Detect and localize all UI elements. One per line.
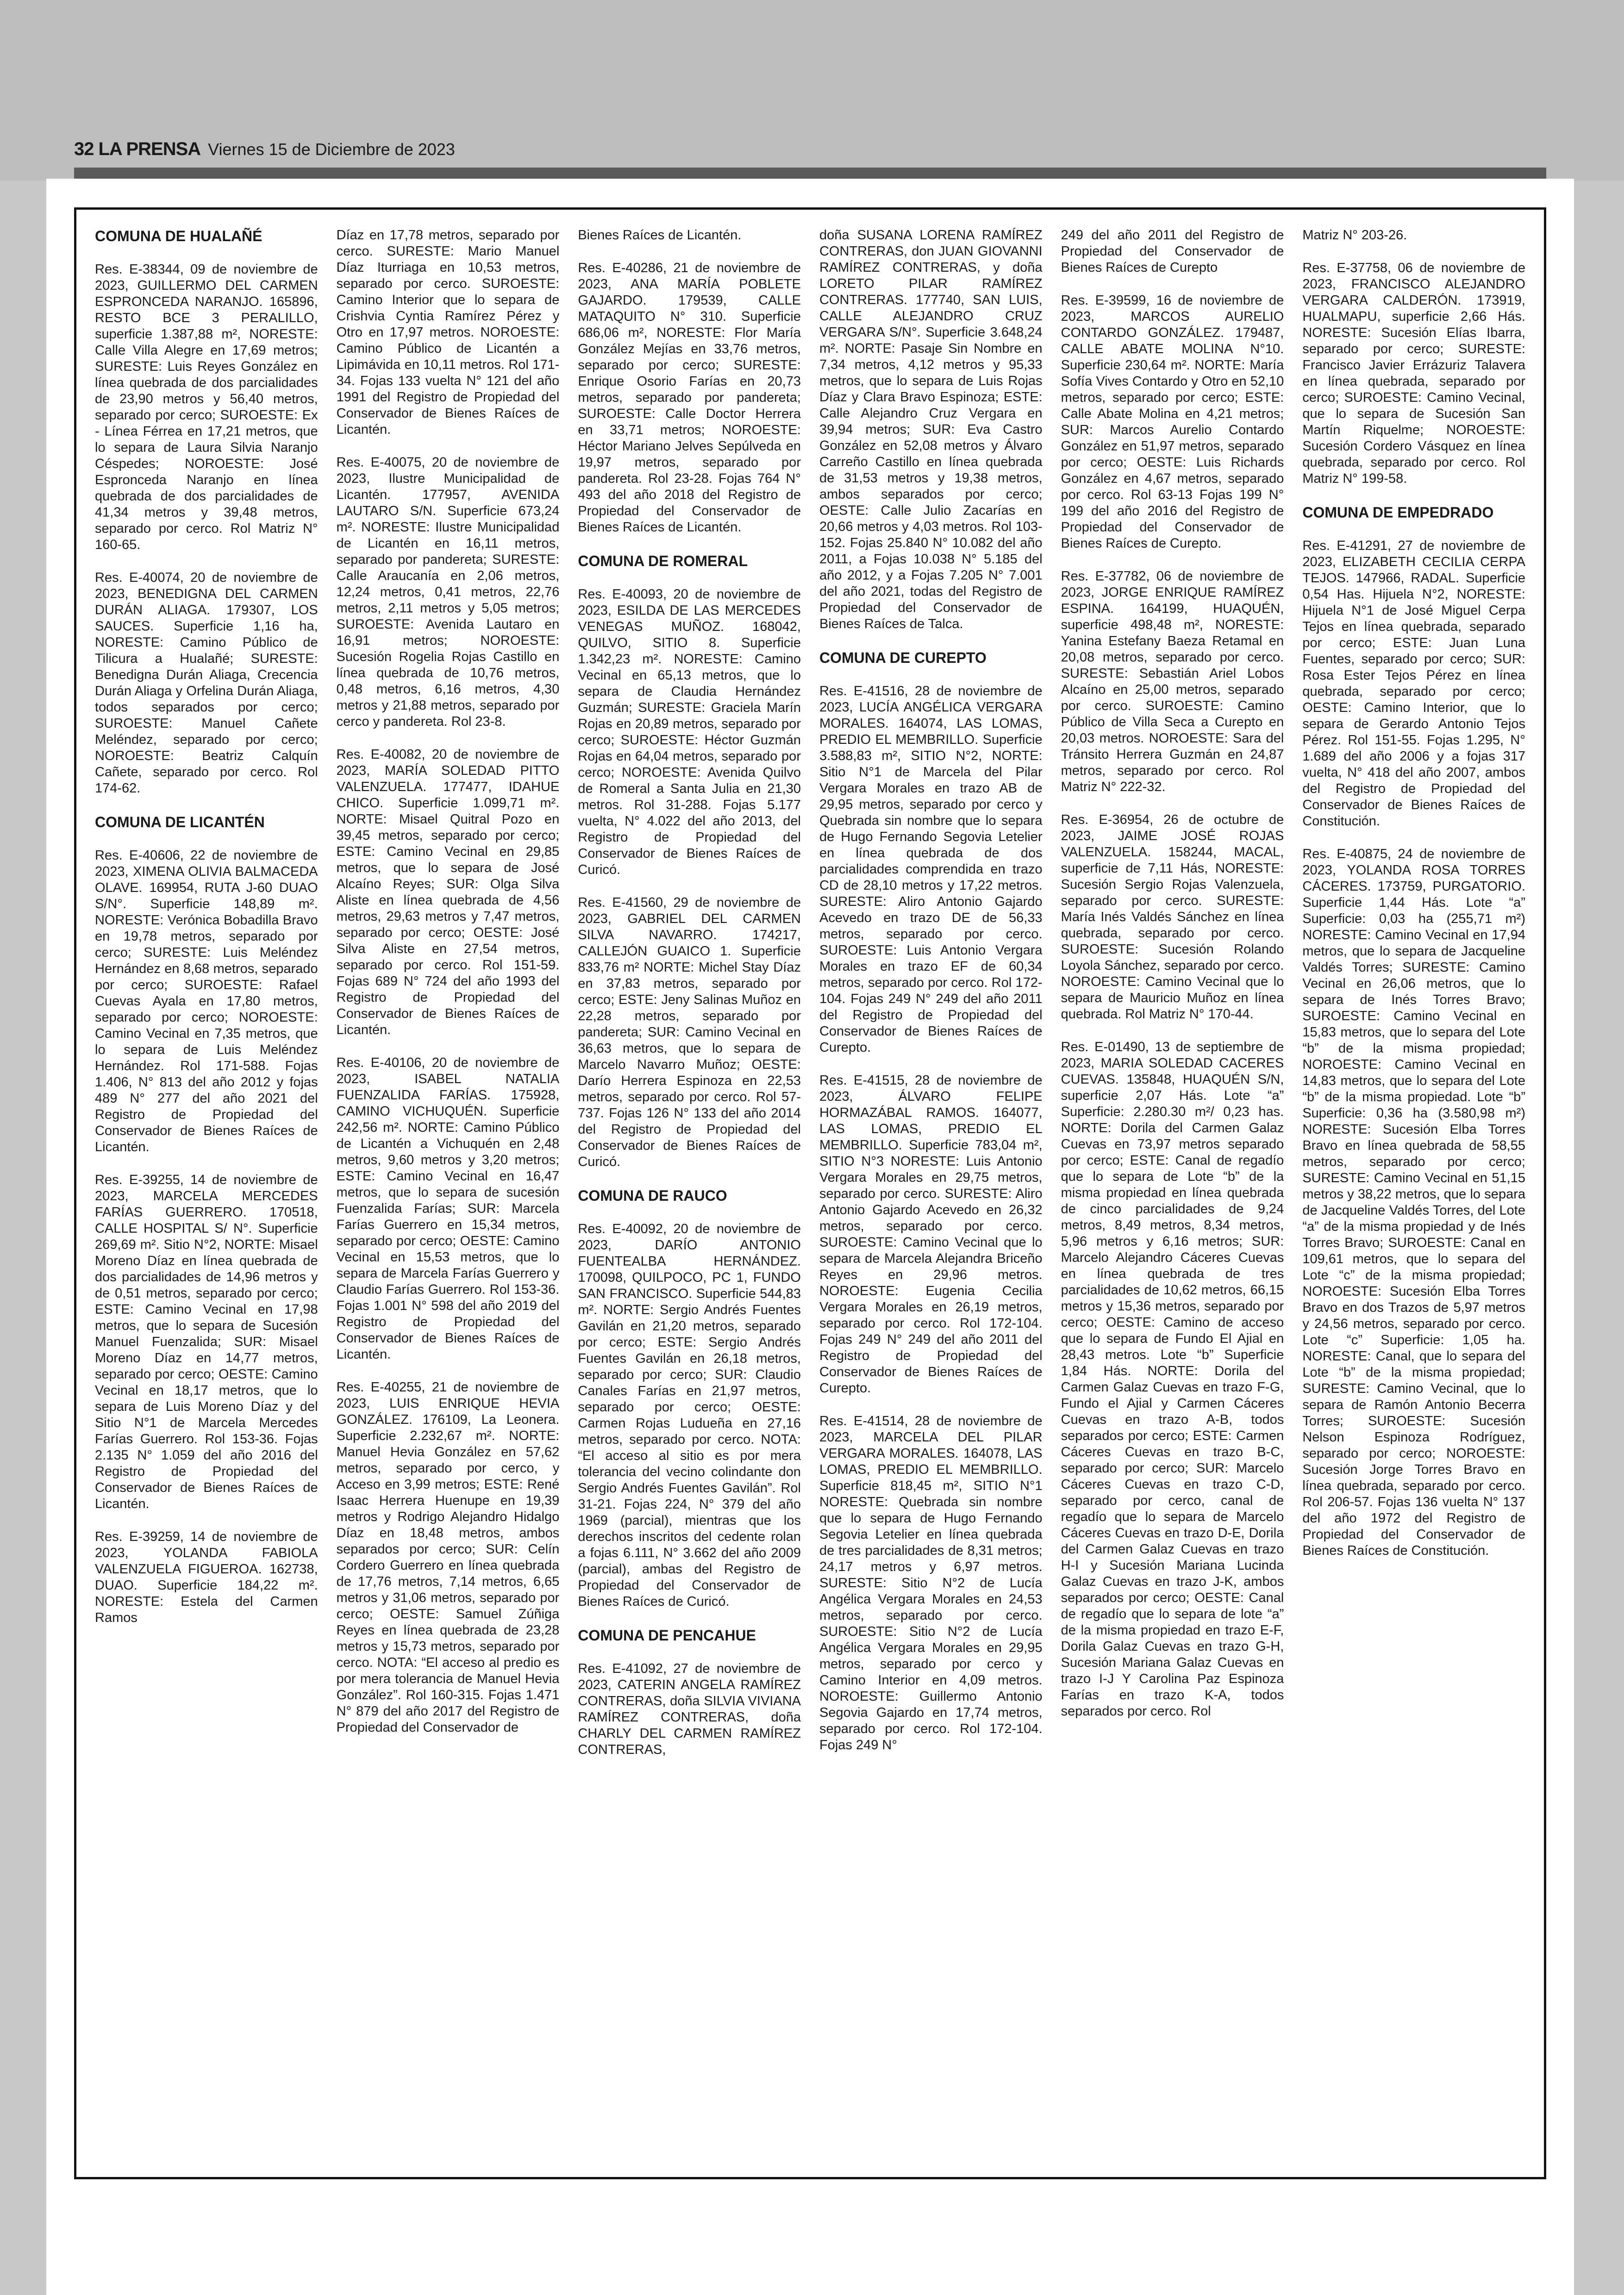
header-rule xyxy=(74,168,1546,179)
section-heading: COMUNA DE HUALAÑÉ xyxy=(95,228,262,244)
notice-paragraph: 249 del año 2011 del Registro de Propiedad del Conservador de Bienes Raíces de Curepto xyxy=(1061,228,1284,275)
notice-paragraph: Res. E-39255, 14 de noviembre de 2023, MARCELA MERCEDES FARÍAS GUERRERO. 170518, CALLE HOSPITAL S/ N°. Superficie 269,69 m². Sitio N°2, NORTE: Misael Moreno Díaz en línea quebrada de dos parcialidades de 14,96 metros y de 0,51 metros, separado por cerco; ESTE: Camino Vecinal en 17,98 metros, que lo separa de Sucesión Manuel Fuenzalida; SUR: Misael Moreno Díaz en 14,77 metros, separado por cerco; OESTE: Camino Vecinal en 18,17 metros, que lo separa de Luis Moreno Díaz y del Sitio N°1 de Marcela Mercedes Farías Guerrero. Rol 153-36. Fojas 2.135 N° 1.059 del año 2016 del Registro de Propiedad del Conservador de Bienes Raíces de Licantén. xyxy=(95,1172,318,1511)
notice-paragraph: Res. E-40875, 24 de noviembre de 2023, YOLANDA ROSA TORRES CÁCERES. 173759, PURGATORIO. Superficie 1,44 Hás. Lote “a” Superficie: 0,03 ha (255,71 m²) NORESTE: Camino Vecinal en 17,94 metros, que lo separa de Jacqueline Valdés Torres; SURESTE: Camino Vecinal en 26,06 metros, que lo separa de Inés Torres Bravo; SUROESTE: Camino Vecinal en 15,83 metros, que lo separa del Lote “b” de la misma propiedad; NOROESTE: Camino Vecinal en 14,83 metros, que lo separa del Lote “b” de la misma propiedad. Lote “b” Superficie: 0,36 ha (3.580,98 m²) NORESTE: Sucesión Elba Torres Bravo en línea quebrada de 58,55 metros, separado por cerco; SURESTE: Camino Vecinal en 51,15 metros y 38,22 metros, que lo separa de Jacqueline Valdés Torres, del Lote “a” de la misma propiedad y de Inés Torres Bravo; SUROESTE: Canal en 109,61 metros, que lo separa del Lote “c” de la misma propiedad; NOROESTE: Sucesión Elba Torres Bravo en dos Trazos de 5,97 metros y 24,56 metros, separado por cerco. Lote “c” Superficie: 1,05 ha. NORESTE: Canal, que lo separa del Lote “b” de la misma propiedad; SURESTE: Camino Vecinal, que lo separa de Ramón Antonio Becerra Torres; SUROESTE: Sucesión Nelson Espinoza Rodríguez, separado por cerco; NOROESTE: Sucesión Jorge Torres Bravo en línea quebrada, separado por cerco. Rol 206-57. Fojas 136 vuelta N° 137 del año 1972 del Registro de Propiedad del Conservador de Bienes Raíces de Constitución. xyxy=(1302,847,1525,1558)
notice-paragraph: Matriz N° 203-26. xyxy=(1302,228,1407,243)
column-3 xyxy=(578,227,801,2163)
section-heading: COMUNA DE CUREPTO xyxy=(819,649,987,666)
notices-columns xyxy=(95,227,1525,2163)
notice-paragraph: Díaz en 17,78 metros, separado por cerco. SURESTE: Mario Manuel Díaz Iturriaga en 10,53 metros, separado por cerco. SUROESTE: Camino Interior que lo separa de Crishvia Cyntia Ramírez Pérez y Otro en 17,97 metros. NOROESTE: Camino Público de Licantén a Lipimávida en 10,11 metros. Rol 171-34. Fojas 133 vuelta N° 121 del año 1991 del Registro de Propiedad del Conservador de Bienes Raíces de Licantén. xyxy=(336,228,560,437)
section-heading: COMUNA DE LICANTÉN xyxy=(95,814,265,830)
column-2 xyxy=(337,227,560,2163)
section-heading: COMUNA DE ROMERAL xyxy=(578,553,748,569)
notice-paragraph: Res. E-41560, 29 de noviembre de 2023, GABRIEL DEL CARMEN SILVA NAVARRO. 174217, CALLEJÓN GUAICO 1. Superficie 833,76 m² NORTE: Michel Stay Díaz en 37,83 metros, separado por cerco; ESTE: Jeny Salinas Muñoz en 22,28 metros, separado por pandereta; SUR: Camino Vecinal en 36,63 metros, que lo separa de Marcelo Navarro Muñoz; OESTE: Darío Herrera Espinoza en 22,53 metros, separado por cerco. Rol 57-737. Fojas 126 N° 133 del año 2014 del Registro de Propiedad del Conservador de Bienes Raíces de Curicó. xyxy=(578,895,801,1169)
page-number: 32 xyxy=(74,139,94,159)
notice-paragraph: Res. E-39599, 16 de noviembre de 2023, MARCOS AURELIO CONTARDO GONZÁLEZ. 179487, CALLE ABATE MOLINA N°10. Superficie 230,64 m². NORTE: María Sofía Vives Contardo y Otro en 52,10 metros, separado por cerco; ESTE: Calle Abate Molina en 4,21 metros; SUR: Marcos Aurelio Contardo González en 51,97 metros, separado por cerco; OESTE: Luis Richards González en 4,67 metros, separado por cerco. Rol 63-13 Fojas 199 N° 199 del año 2016 del Registro de Propiedad del Conservador de Bienes Raíces de Curepto. xyxy=(1061,293,1284,551)
notice-paragraph: Res. E-41514, 28 de noviembre de 2023, MARCELA DEL PILAR VERGARA MORALES. 164078, LAS LOMAS, PREDIO EL MEMBRILLO. Superficie 818,45 m², SITIO N°1 NORESTE: Quebrada sin nombre que lo separa de Hugo Fernando Segovia Letelier en línea quebrada de tres parcialidades de 8,31 metros; 24,17 metros y 6,97 metros. SURESTE: Sitio N°2 de Lucía Angélica Vergara Morales en 24,53 metros, separado por cerco. SUROESTE: Sitio N°2 de Lucía Angélica Vergara Morales en 29,95 metros, separado por cerco y Camino Interior en 4,09 metros. NOROESTE: Guillermo Antonio Segovia Gajardo en 17,74 metros, separado por cerco. Rol 172-104. Fojas 249 N° xyxy=(819,1414,1043,1752)
notice-paragraph: Res. E-40074, 20 de noviembre de 2023, BENEDIGNA DEL CARMEN DURÁN ALIAGA. 179307, LOS SAUCES. Superficie 1,16 ha, NORESTE: Camino Público de Tilicura a Hualañé; SURESTE: Benedigna Durán Aliaga, Crecencia Durán Aliaga y Orfelina Durán Aliaga, todos separados por cerco; SUROESTE: Manuel Cañete Meléndez, separado por cerco; NOROESTE: Beatriz Calquín Cañete, separado por cerco. Rol 174-62. xyxy=(95,570,318,796)
notice-paragraph: Res. E-41516, 28 de noviembre de 2023, LUCÍA ANGÉLICA VERGARA MORALES. 164074, LAS LOMAS, PREDIO EL MEMBRILLO. Superficie 3.588,83 m², SITIO N°2, NORTE: Sitio N°1 de Marcela del Pilar Vergara Morales en trazo AB de 29,95 metros, separado por cerco y Quebrada sin nombre que lo separa de Hugo Fernando Segovia Letelier en línea quebrada de dos parcialidades comprendida en trazo CD de 28,10 metros y 17,22 metros. SURESTE: Aliro Antonio Gajardo Acevedo en trazo DE de 56,33 metros, separado por cerco. SUROESTE: Luis Antonio Vergara Morales en trazo EF de 60,34 metros, separado por cerco. Rol 172-104. Fojas 249 N° 249 del año 2011 del Registro de Propiedad del Conservador de Bienes Raíces de Curepto. xyxy=(819,684,1043,1055)
issue-date: Viernes 15 de Diciembre de 2023 xyxy=(208,140,455,159)
notice-paragraph: Res. E-40255, 21 de noviembre de 2023, LUIS ENRIQUE HEVIA GONZÁLEZ. 176109, La Leonera. Superficie 2.232,67 m². NORTE: Manuel Hevia González en 57,62 metros, separado por cerco, y Acceso en 3,99 metros; ESTE: René Isaac Herrera Huenupe en 19,39 metros y Rodrigo Alejandro Hidalgo Díaz en 18,48 metros, ambos separados por cerco; SUR: Celín Cordero Guerrero en línea quebrada de 17,76 metros, 7,14 metros, 6,65 metros y 31,06 metros, separado por cerco; OESTE: Samuel Zúñiga Reyes en línea quebrada de 23,28 metros y 15,73 metros, separado por cerco. NOTA: “El acceso al predio es por mera tolerancia de Manuel Hevia González”. Rol 160-315. Fojas 1.471 N° 879 del año 2017 del Registro de Propiedad del Conservador de xyxy=(336,1380,560,1735)
notice-paragraph: Res. E-41092, 27 de noviembre de 2023, CATERIN ANGELA RAMÍREZ CONTRERAS, doña SILVIA VIVIANA RAMÍREZ CONTRERAS, doña CHARLY DEL CARMEN RAMÍREZ CONTRERAS, xyxy=(578,1661,801,1757)
notice-paragraph: Res. E-37758, 06 de noviembre de 2023, FRANCISCO ALEJANDRO VERGARA CALDERÓN. 173919, HUALMAPU, superficie 2,66 Hás. NORESTE: Sucesión Elías Ibarra, separado por cerco; SURESTE: Francisco Javier Errázuriz Talavera en línea quebrada, separado por cerco; SUROESTE: Camino Vecinal, que lo separa de Sucesión San Martín Riquelme; NOROESTE: Sucesión Cordero Vásquez en línea quebrada, separado por cerco. Rol Matriz N° 199-58. xyxy=(1302,261,1525,486)
notice-paragraph: Res. E-41291, 27 de noviembre de 2023, ELIZABETH CECILIA CERPA TEJOS. 147966, RADAL. Superficie 0,54 Has. Hijuela N°2, NORESTE: Hijuela N°1 de José Miguel Cerpa Tejos en línea quebrada, separado por cerco; ESTE: Juan Luna Fuentes, separado por cerco; SUR: Rosa Ester Tejos Pérez en línea quebrada, separado por cerco; OESTE: Camino Interior, que lo separa de Gerardo Antonio Tejos Pérez. Rol 151-55. Fojas 1.295, N° 1.689 del año 2006 y a fojas 317 vuelta, N° 418 del año 2007, ambos del Registro de Propiedad del Conservador de Bienes Raíces de Constitución. xyxy=(1302,538,1525,829)
notice-paragraph: Res. E-36954, 26 de octubre de 2023, JAIME JOSÉ ROJAS VALENZUELA. 158244, MACAL, superficie de 7,11 Hás, NORESTE: Sucesión Sergio Rojas Valenzuela, separado por cerco. SURESTE: María Inés Valdés Sánchez en línea quebrada, separado por cerco. SUROESTE: Sucesión Rolando Loyola Sánchez, separado por cerco. NOROESTE: Camino Vecinal que lo separa de Mauricio Muñoz en línea quebrada. Rol Matriz N° 170-44. xyxy=(1061,812,1284,1022)
notice-paragraph: Bienes Raíces de Licantén. xyxy=(578,228,742,243)
notice-paragraph: doña SUSANA LORENA RAMÍREZ CONTRERAS, don JUAN GIOVANNI RAMÍREZ CONTRERAS, y doña LORETO PILAR RAMÍREZ CONTRERAS. 177740, SAN LUIS, CALLE ALEJANDRO CRUZ VERGARA S/N°. Superficie 3.648,24 m². NORTE: Pasaje Sin Nombre en 7,34 metros, 4,12 metros y 95,33 metros, que lo separa de Luis Rojas Díaz y Clara Bravo Espinoza; ESTE: Calle Alejandro Cruz Vergara en 39,94 metros; SUR: Eva Castro González en 52,08 metros y Álvaro Carreño Castillo en línea quebrada de 31,53 metros y 19,38 metros, ambos separados por cerco; OESTE: Calle Julio Zacarías en 20,66 metros y 4,03 metros. Rol 103-152. Fojas 25.840 N° 10.082 del año 2011, a Fojas 10.038 N° 5.185 del año 2012, y a Fojas 7.205 N° 7.001 del año 2021, todas del Registro de Propiedad del Conservador de Bienes Raíces de Talca. xyxy=(819,228,1043,631)
notice-paragraph: Res. E-38344, 09 de noviembre de 2023, GUILLERMO DEL CARMEN ESPRONCEDA NARANJO. 165896, RESTO BCE 3 PERALILLO, superficie 1.387,88 m², NORESTE: Calle Villa Alegre en 17,69 metros; SURESTE: Luis Reyes González en línea quebrada de dos parcialidades de 23,90 metros y 56,40 metros, separado por cerco; SUROESTE: Ex - Línea Férrea en 17,21 metros, que lo separa de Laura Silvia Naranjo Céspedes; NOROESTE: José Espronceda Naranjo en línea quebrada de dos parcialidades de 41,34 metros y 39,48 metros, separado por cerco. Rol Matriz N° 160-65. xyxy=(95,262,318,552)
section-heading: COMUNA DE PENCAHUE xyxy=(578,1627,756,1644)
notice-paragraph: Res. E-41515, 28 de noviembre de 2023, ÁLVARO FELIPE HORMAZÁBAL RAMOS. 164077, LAS LOMAS, PREDIO EL MEMBRILLO. Superficie 783,04 m², SITIO N°3 NORESTE: Luis Antonio Vergara Morales en 29,75 metros, separado por cerco. SURESTE: Aliro Antonio Gajardo Acevedo en 26,32 metros, separado por cerco. SUROESTE: Camino Vecinal que lo separa de Marcela Alejandra Briceño Reyes en 29,96 metros. NOROESTE: Eugenia Cecilia Vergara Morales en 26,19 metros, separado por cerco. Rol 172-104. Fojas 249 N° 249 del año 2011 del Registro de Propiedad del Conservador de Bienes Raíces de Curepto. xyxy=(819,1073,1043,1396)
notices-frame xyxy=(74,207,1546,2179)
section-heading: COMUNA DE RAUCO xyxy=(578,1187,727,1204)
column-1 xyxy=(95,227,318,2163)
column-4 xyxy=(819,227,1043,2163)
notice-paragraph: Res. E-40082, 20 de noviembre de 2023, MARÍA SOLEDAD PITTO VALENZUELA. 177477, IDAHUE CHICO. Superficie 1.099,71 m². NORTE: Misael Quitral Pozo en 39,45 metros, separado por cerco; ESTE: Camino Vecinal en 29,85 metros, que lo separa de José Alcaíno Reyes; SUR: Olga Silva Aliste en línea quebrada de 4,56 metros, 29,63 metros y 7,47 metros, separado por cerco; OESTE: José Silva Aliste en 27,54 metros, separado por cerco. Rol 151-59. Fojas 689 N° 724 del año 1993 del Registro de Propiedad del Conservador de Bienes Raíces de Licantén. xyxy=(336,747,560,1037)
section-heading: COMUNA DE EMPEDRADO xyxy=(1302,504,1494,521)
page-folio xyxy=(74,139,455,167)
notice-paragraph: Res. E-40093, 20 de noviembre de 2023, ESILDA DE LAS MERCEDES VENEGAS MUÑOZ. 168042, QUILVO, SITIO 8. Superficie 1.342,23 m². NORESTE: Camino Vecinal en 65,13 metros, que lo separa de Claudia Hernández Guzmán; SURESTE: Graciela Marín Rojas en 20,89 metros, separado por cerco; SUROESTE: Héctor Guzmán Rojas en 64,04 metros, separado por cerco; NOROESTE: Avenida Quilvo de Romeral a Santa Julia en 21,30 metros. Rol 31-288. Fojas 5.177 vuelta, N° 4.022 del año 2013, del Registro de Propiedad del Conservador de Bienes Raíces de Curicó. xyxy=(578,587,801,877)
notice-paragraph: Res. E-37782, 06 de noviembre de 2023, JORGE ENRIQUE RAMÍREZ ESPINA. 164199, HUAQUÉN, superficie 498,48 m², NORESTE: Yanina Estefany Baeza Retamal en 20,08 metros, separado por cerco. SURESTE: Sebastián Ariel Lobos Alcaíno en 25,00 metros, separado por cerco. SUROESTE: Camino Público de Villa Seca a Curepto en 20,03 metros. NOROESTE: Sara del Tránsito Herrera Guzmán en 24,87 metros, separado por cerco. Rol Matriz N° 222-32. xyxy=(1061,569,1284,794)
notice-paragraph: Res. E-01490, 13 de septiembre de 2023, MARIA SOLEDAD CACERES CUEVAS. 135848, HUAQUÉN S/N, superficie 2,07 Hás. Lote “a” Superficie: 2.280.30 m²/ 0,23 has. NORTE: Dorila del Carmen Galaz Cuevas en 73,97 metros separado por cerco; ESTE: Canal de regadío que lo separa de Lote “b” de la misma propiedad en línea quebrada de cinco parcialidades de 9,24 metros, 8,49 metros, 8,34 metros, 5,96 metros y 6,16 metros; SUR: Marcelo Alejandro Cáceres Cuevas en línea quebrada de tres parcialidades de 10,62 metros, 66,15 metros y 15,36 metros, separado por cerco; OESTE: Camino de acceso que lo separa de Fundo El Ajial en 28,43 metros. Lote “b” Superficie 1,84 Hás. NORTE: Dorila del Carmen Galaz Cuevas en trazo F-G, Fundo el Ajial y Carmen Cáceres Cuevas en trazo A-B, todos separados por cerco; ESTE: Carmen Cáceres Cuevas en trazo B-C, separado por cerco; SUR: Marcelo Cáceres Cuevas en trazo C-D, separado por cerco, canal de regadío que lo separa de Marcelo Cáceres Cuevas en trazo D-E, Dorila del Carmen Galaz Cuevas en trazo H-I y Sucesión Mariana Lucinda Galaz Cuevas en trazo J-K, ambos separados por cerco; OESTE: Canal de regadío que lo separa de lote “a” de la misma propiedad en trazo E-F, Dorila Galaz Cuevas en trazo G-H, Sucesión Mariana Galaz Cuevas en trazo I-J Y Carolina Paz Espinoza Farías en trazo K-A, todos separados por cerco. Rol xyxy=(1061,1040,1284,1719)
column-5 xyxy=(1061,227,1284,2163)
newspaper-name: LA PRENSA xyxy=(98,139,201,159)
notice-paragraph: Res. E-40106, 20 de noviembre de 2023, ISABEL NATALIA FUENZALIDA FARÍAS. 175928, CAMINO VICHUQUÉN. Superficie 242,56 m². NORTE: Camino Público de Licantén a Vichuquén en 2,48 metros, 9,60 metros y 3,20 metros; ESTE: Camino Vecinal en 16,47 metros, que lo separa de sucesión Fuenzalida Farías; SUR: Marcela Farías Guerrero en 15,34 metros, separado por cerco; OESTE: Camino Vecinal en 15,53 metros, que lo separa de Marcela Farías Guerrero y Claudio Farías Guerrero. Rol 153-36. Fojas 1.001 N° 598 del año 2019 del Registro de Propiedad del Conservador de Bienes Raíces de Licantén. xyxy=(336,1055,560,1362)
notice-paragraph: Res. E-40286, 21 de noviembre de 2023, ANA MARÍA POBLETE GAJARDO. 179539, CALLE MATAQUITO N° 310. Superficie 686,06 m², NORESTE: Flor María González Mejías en 33,76 metros, separado por cerco; SURESTE: Enrique Osorio Farías en 20,73 metros, separado por pandereta; SUROESTE: Calle Doctor Herrera en 33,71 metros; NOROESTE: Héctor Mariano Jelves Sepúlveda en 19,97 metros, separado por pandereta. Rol 23-28. Fojas 764 N° 493 del año 2018 del Registro de Propiedad del Conservador de Bienes Raíces de Licantén. xyxy=(578,261,801,535)
notice-paragraph: Res. E-40092, 20 de noviembre de 2023, DARÍO ANTONIO FUENTEALBA HERNÁNDEZ. 170098, QUILPOCO, PC 1, FUNDO SAN FRANCISCO. Superficie 544,83 m². NORTE: Sergio Andrés Fuentes Gavilán en 21,20 metros, separado por cerco; ESTE: Sergio Andrés Fuentes Gavilán en 26,18 metros, separado por cerco; SUR: Claudio Canales Farías en 21,97 metros, separado por cerco; OESTE: Carmen Rojas Ludueña en 27,16 metros, separado por cerco. NOTA: “El acceso al sitio es por mera tolerancia del vecino colindante don Sergio Andrés Fuentes Gavilán”. Rol 31-21. Fojas 224, N° 379 del año 1969 (parcial), mientras que los derechos inscritos del cedente rolan a fojas 6.111, N° 3.662 del año 2009 (parcial), ambas del Registro de Propiedad del Conservador de Bienes Raíces de Curicó. xyxy=(578,1222,801,1609)
column-6 xyxy=(1302,227,1525,2163)
notice-paragraph: Res. E-39259, 14 de noviembre de 2023, YOLANDA FABIOLA VALENZUELA FIGUEROA. 162738, DUAO. Superficie 184,22 m². NORESTE: Estela del Carmen Ramos xyxy=(95,1529,318,1625)
notice-paragraph: Res. E-40606, 22 de noviembre de 2023, XIMENA OLIVIA BALMACEDA OLAVE. 169954, RUTA J-60 DUAO S/N°. Superficie 148,89 m². NORESTE: Verónica Bobadilla Bravo en 19,78 metros, separado por cerco; SURESTE: Luis Meléndez Hernández en 8,68 metros, separado por cerco; SUROESTE: Rafael Cuevas Ayala en 17,80 metros, separado por cerco; NOROESTE: Camino Vecinal en 7,35 metros, que lo separa de Luis Meléndez Hernández. Rol 171-588. Fojas 1.406, N° 813 del año 2012 y fojas 489 N° 277 del año 2021 del Registro de Propiedad del Conservador de Bienes Raíces de Licantén. xyxy=(95,848,318,1154)
notice-paragraph: Res. E-40075, 20 de noviembre de 2023, Ilustre Municipalidad de Licantén. 177957, AVENIDA LAUTARO S/N. Superficie 673,24 m². NORESTE: Ilustre Municipalidad de Licantén en 16,11 metros, separado por pandereta; SURESTE: Calle Araucanía en 2,06 metros, 12,24 metros, 0,41 metros, 22,76 metros, 2,11 metros y 5,05 metros; SUROESTE: Avenida Lautaro en 16,91 metros; NOROESTE: Sucesión Rogelia Rojas Castillo en línea quebrada de 10,76 metros, 0,48 metros, 6,16 metros, 4,30 metros y 21,88 metros, separado por cerco y pandereta. Rol 23-8. xyxy=(336,455,560,729)
